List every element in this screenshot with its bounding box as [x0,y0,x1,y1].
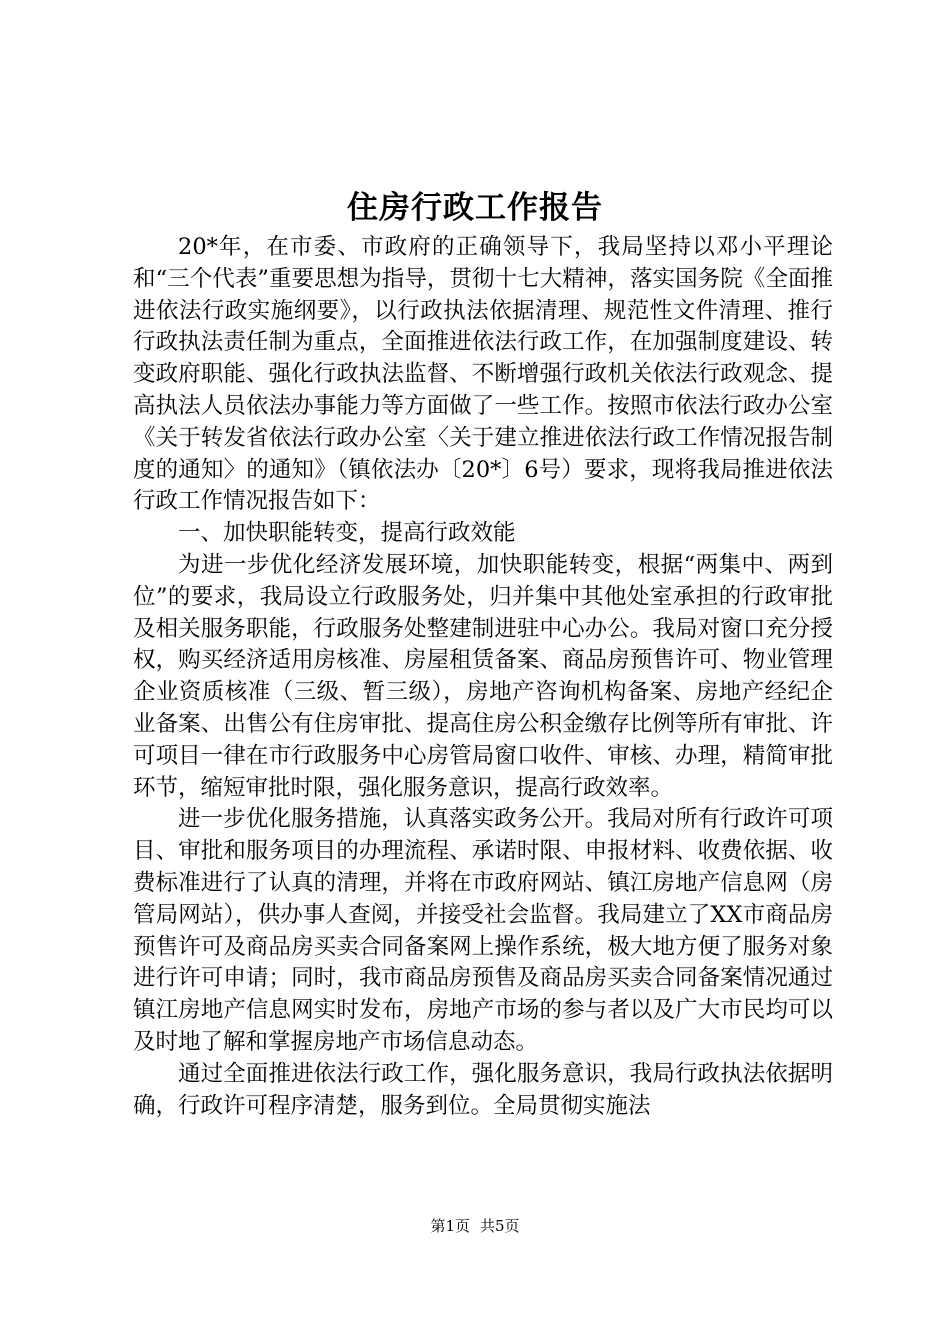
section-heading: 一、加快职能转变，提高行政效能 [178,520,516,547]
paragraph-section-2: 进一步优化服务措施，认真落实政务公开。我局对所有行政许可项目、审批和服务项目的办理流程、承诺时限、申报材料、收费依据、收费标准进行了认真的清理，并将在市政府网站、镇江房地产信息网（房管局网站），供办事人查阅，并接受社会监督。我局建立了XX市商品房预售许可及商品房买卖合同备案网上操作系统，极大地方便了服务对象进行许可申请；同时，我市商品房预售及商品房买卖合同备案情况通过镇江房地产信息网实时发布，房地产市场的参与者以及广大市民均可以及时地了解和掌握房地产市场信息动态。 [133,806,833,1055]
page-total: 共5页 [480,1217,520,1235]
paragraph-section-3: 通过全面推进依法行政工作，强化服务意识，我局行政执法依据明确，行政许可程序清楚，服务到位。全局贯彻实施法 [133,1060,833,1119]
page-footer [0,1216,950,1236]
paragraph-intro: 20*年，在市委、市政府的正确领导下，我局坚持以邓小平理论和“三个代表”重要思想为指导，贯彻十七大精神，落实国务院《全面推进依法行政实施纲要》，以行政执法依据清理、规范性文件清理、推行行政执法责任制为重点，全面推进依法行政工作，在加强制度建设、转变政府职能、强化行政执法监督、不断增强行政机关依法行政观念、提高执法人员依法办事能力等方面做了一些工作。按照市依法行政办公室《关于转发省依法行政办公室〈关于建立推进依法行政工作情况报告制度的通知〉的通知》（镇依法办〔20*〕6号）要求，现将我局推进依法行政工作情况报告如下： [133,234,833,515]
paragraph-section-1: 为进一步优化经济发展环境，加快职能转变，根据“两集中、两到位”的要求，我局设立行政服务处，归并集中其他处室承担的行政审批及相关服务职能，行政服务处整建制进驻中心办公。我局对窗口充分授权，购买经济适用房核准、房屋租赁备案、商品房预售许可、物业管理企业资质核准（三级、暂三级），房地产咨询机构备案、房地产经纪企业备案、出售公有住房审批、提高住房公积金缴存比例等所有审批、许可项目一律在市行政服务中心房管局窗口收件、审核、办理，精简审批环节，缩短审批时限，强化服务意识，提高行政效率。 [133,551,833,801]
document-title: 住房行政工作报告 [347,190,603,226]
page-number: 第1页 [430,1217,470,1235]
document-body [133,232,833,1122]
